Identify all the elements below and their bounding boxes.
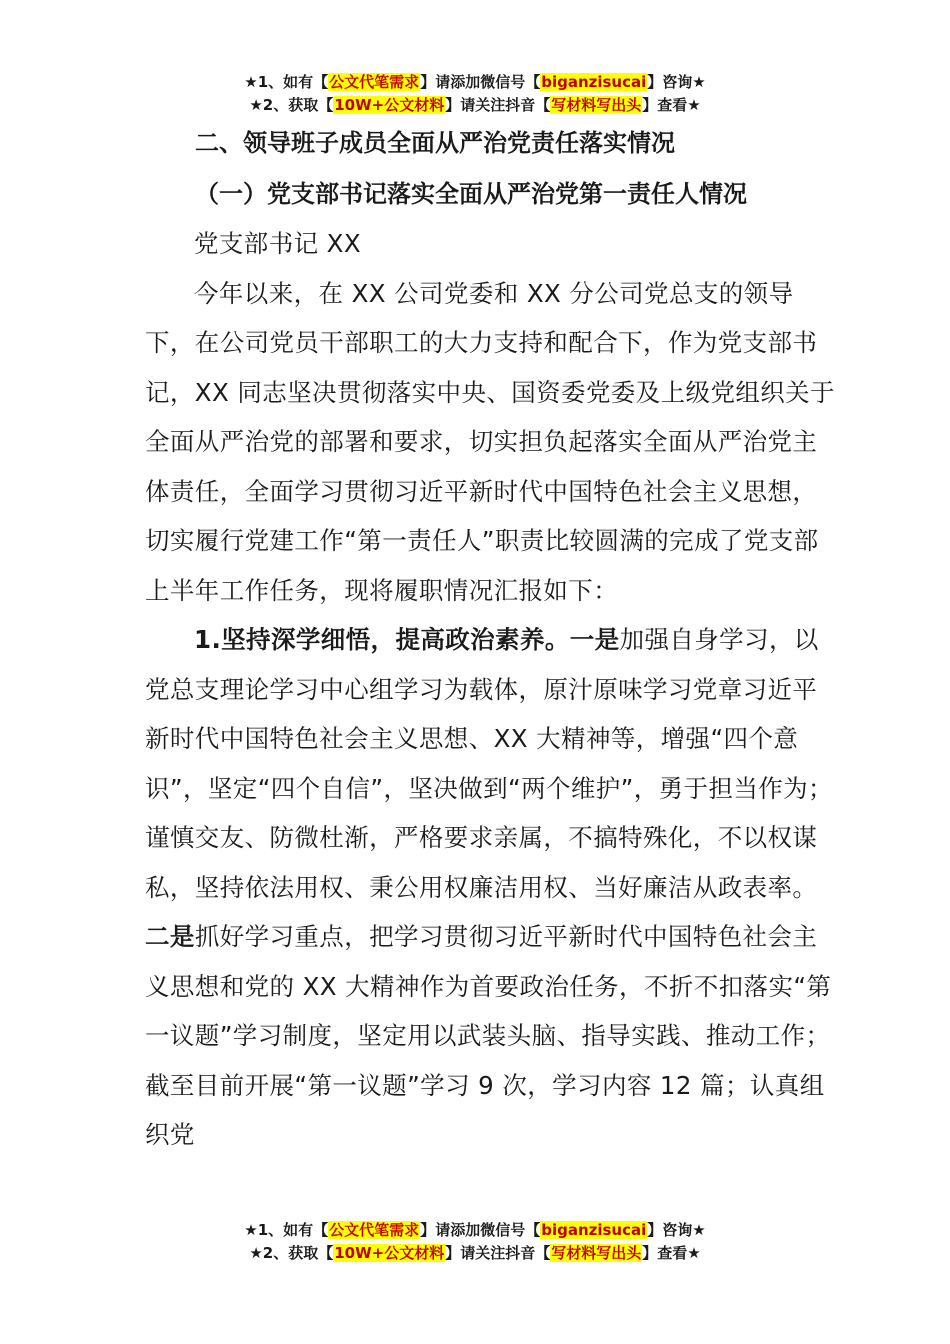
top-notice-line1: ★1、如有【公文代笔需求】请添加微信号【biganzisucai】咨询★ [244, 73, 706, 91]
highlight-wechat-id: biganzisucai [541, 1221, 647, 1239]
person-label: 党支部书记 XX [194, 229, 362, 258]
point-1-label-1: 一是 [569, 625, 620, 654]
highlight-douyin: 写材料写出头 [551, 1244, 642, 1262]
intro-paragraph: 今年以来，在 XX 公司党委和 XX 分公司党总支的领导下，在公司党员干部职工的大力支持和配合下，作为党支部书记，XX 同志坚决贯彻落实中央、国资委党委及上级党组织关于全面从严治党的部署和要求，切实担负起落实全面从严治党主体责任，全面学习贯彻习近平新时代中国特色社会主义思想，切实履行党建工作“第一责任人”职责比较圆满的完成了党支部上半年工作任务，现将履职情况汇报如下： [145, 278, 835, 605]
subsection-title: （一）党支部书记落实全面从严治党第一责任人情况 [195, 180, 747, 208]
document-body [145, 219, 835, 1160]
point-1-heading: 1.坚持深学细悟，提高政治素养。 [194, 625, 570, 654]
top-notice-line2: ★2、获取【10W+公文材料】请关注抖音【写材料写出头】查看★ [249, 96, 701, 114]
highlight-service: 公文代笔需求 [329, 1221, 420, 1239]
highlight-materials: 10W+公文材料 [334, 1244, 445, 1262]
point-1-label-2: 二是 [145, 922, 195, 951]
highlight-materials: 10W+公文材料 [334, 96, 445, 114]
section-title: 二、领导班子成员全面从严治党责任落实情况 [195, 129, 675, 157]
highlight-douyin: 写材料写出头 [551, 96, 642, 114]
highlight-wechat-id: biganzisucai [541, 73, 647, 91]
bottom-notice-line1: ★1、如有【公文代笔需求】请添加微信号【biganzisucai】咨询★ [244, 1221, 706, 1239]
bottom-notice-line2: ★2、获取【10W+公文材料】请关注抖音【写材料写出头】查看★ [249, 1244, 701, 1262]
point-1-paragraph [145, 615, 835, 1160]
highlight-service: 公文代笔需求 [329, 73, 420, 91]
point-1-text-1: 加强自身学习，以党总支理论学习中心组学习为载体，原汁原味学习党章习近平新时代中国特色社会主义思想、XX 大精神等，增强“四个意识”，坚定“四个自信”，坚决做到“两个维护”，勇于担当作为；谨慎交友、防微杜渐，严格要求亲属，不搞特殊化，不以权谋私，坚持依法用权、秉公用权廉洁用权、当好廉洁从政表率。 [145, 625, 833, 902]
point-1-text-2: 抓好学习重点，把学习贯彻习近平新时代中国特色社会主义思想和党的 XX 大精神作为首要政治任务，不折不扣落实“第一议题”学习制度，坚定用以武装头脑、指导实践、推动工作；截至目前开展“第一议题”学习 9 次，学习内容 12 篇；认真组织党 [145, 922, 832, 1149]
